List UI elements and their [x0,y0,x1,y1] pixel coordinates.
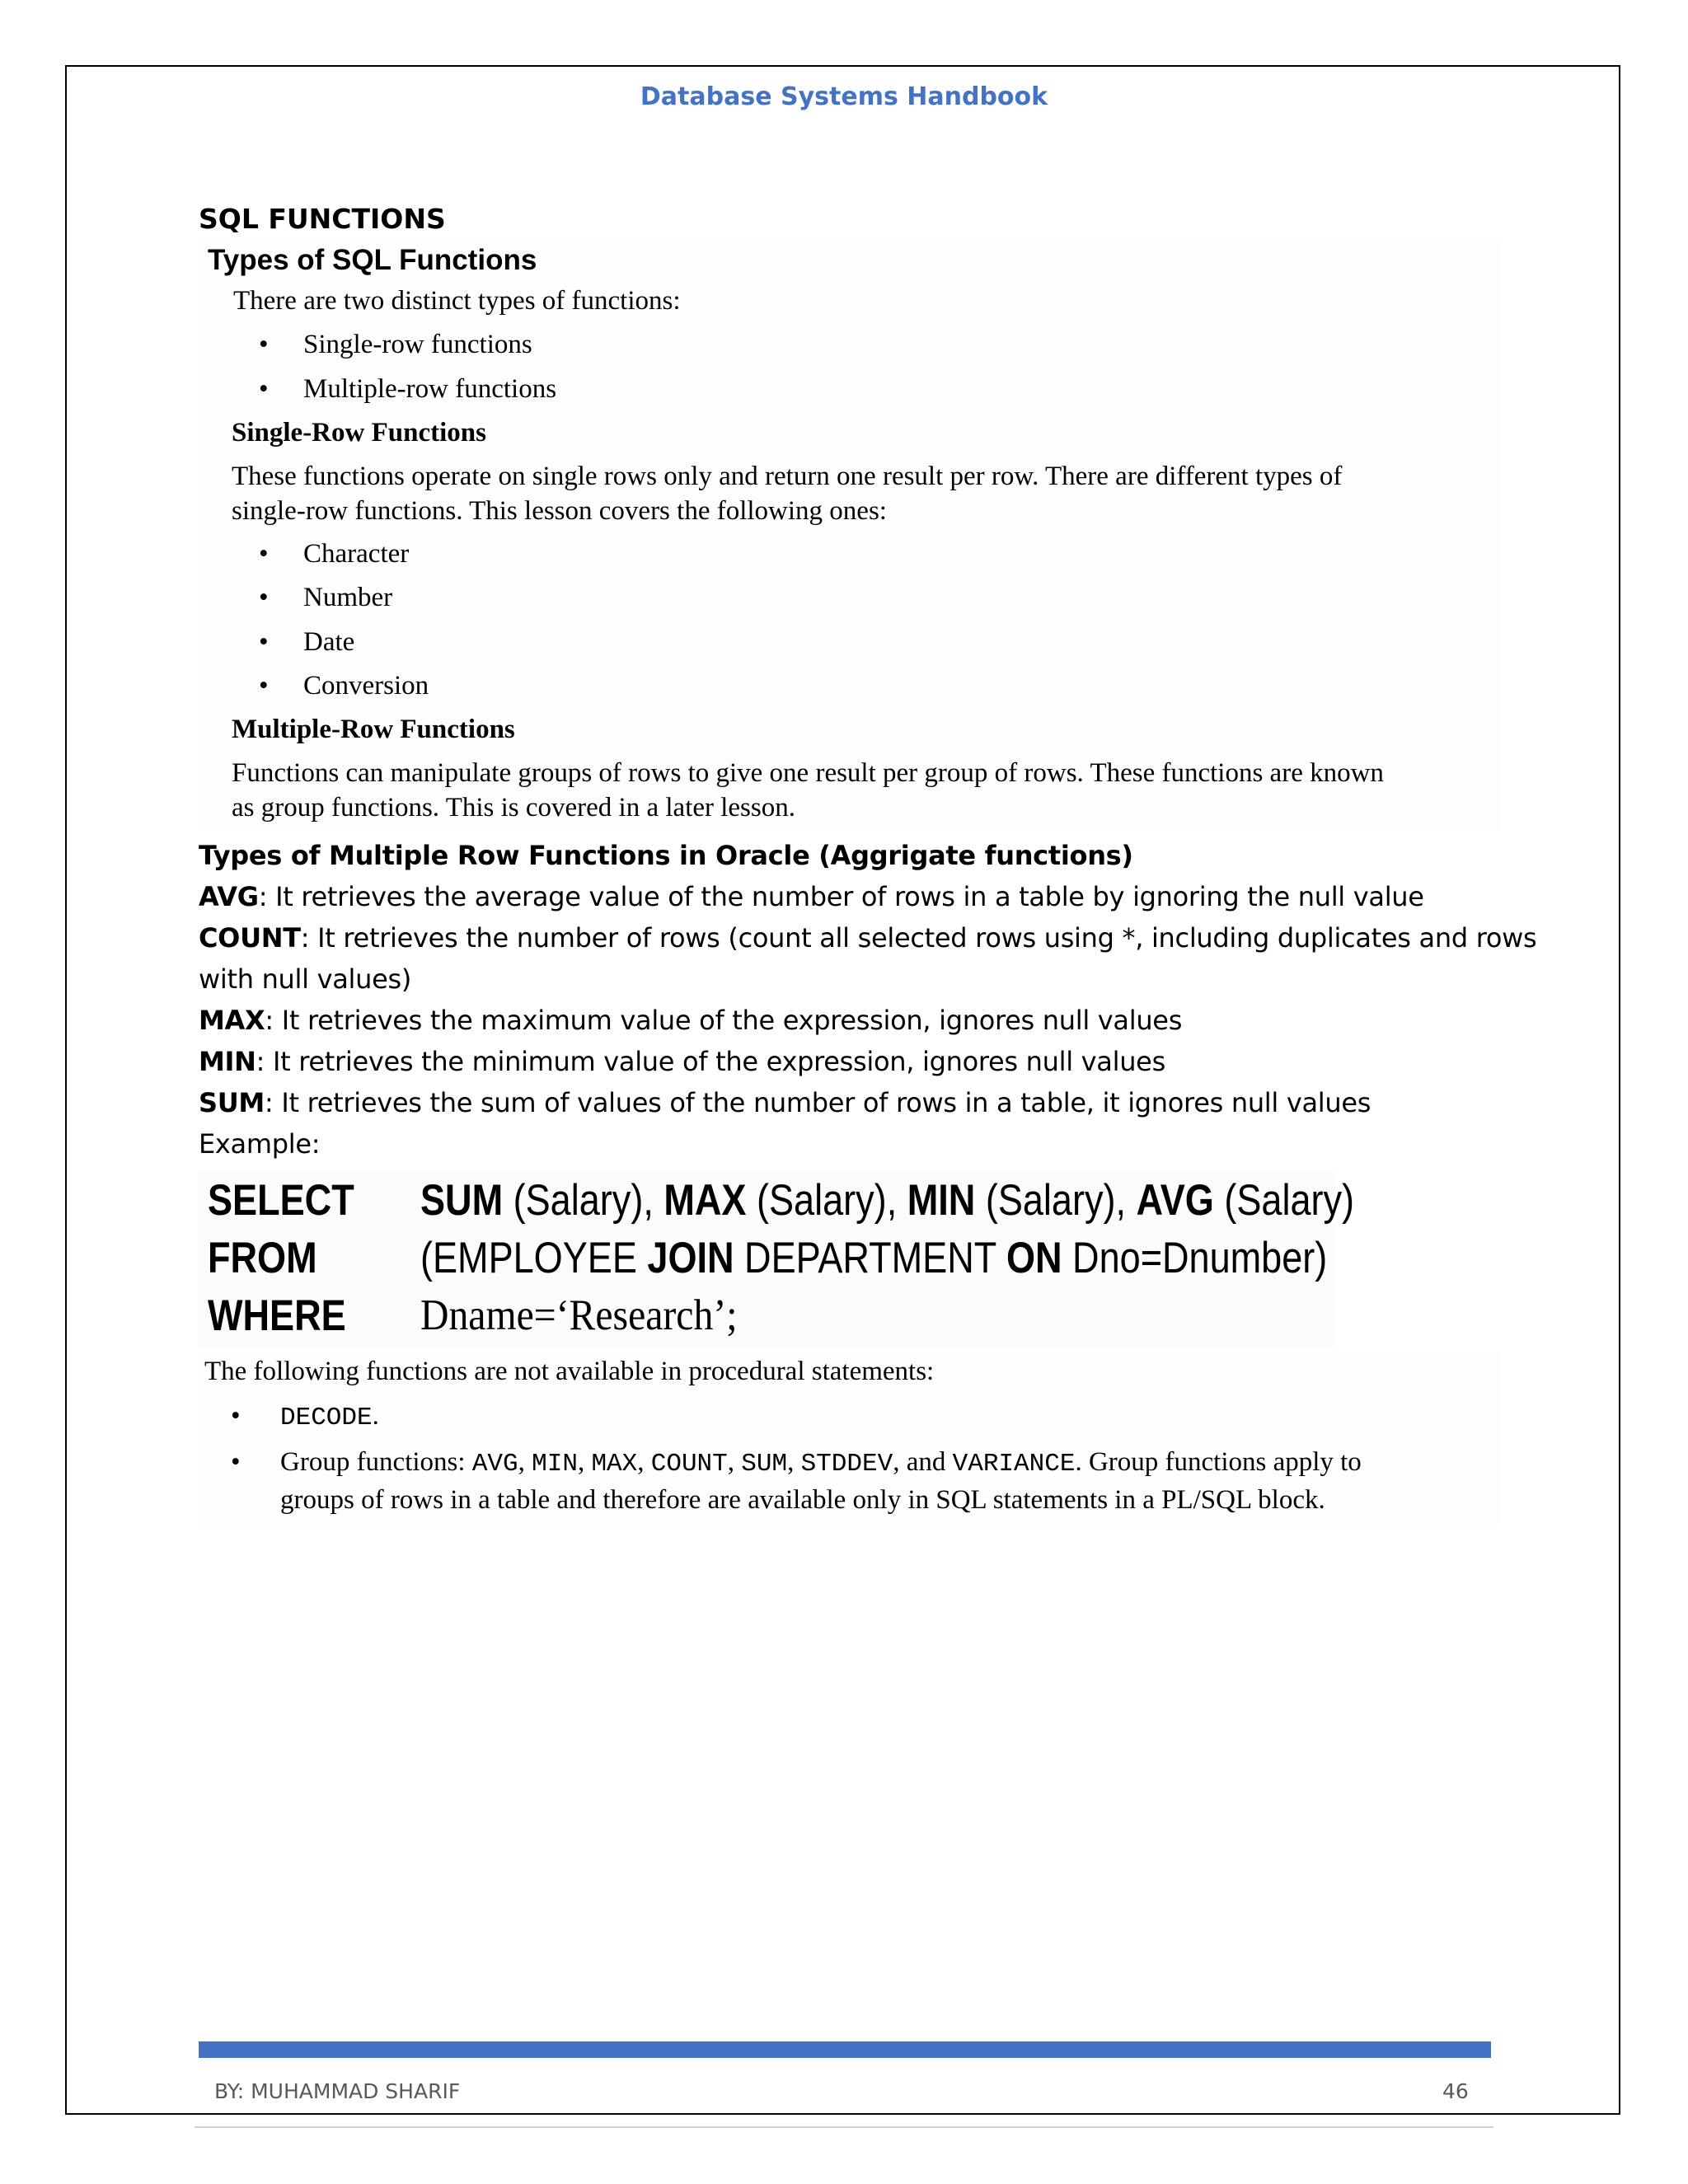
footer-author: BY: MUHAMMAD SHARIF [214,2079,461,2103]
bullet-icon: • [231,1401,241,1431]
procedural-intro: The following functions are not available in procedural statements: [204,1357,935,1386]
function-name: MIN [199,1046,256,1077]
join-keyword: JOIN [647,1234,734,1282]
bullet-icon: • [259,539,269,569]
conjunction: , and [893,1447,953,1477]
function-name: COUNT [650,1450,728,1479]
example-label: Example: [199,1128,321,1160]
aggregate-item-count [199,922,1536,954]
bullet-icon: • [259,330,269,359]
aggregate-item-min [199,1046,1165,1077]
scanned-excerpt-procedural-restrictions [198,1352,1500,1525]
list-item: Character [303,539,410,569]
from-keyword: FROM [208,1234,317,1282]
multi-row-text: Functions can manipulate groups of rows to give one result per group of rows. These functions are known [232,758,1384,788]
header-title: Database Systems Handbook [640,82,1048,111]
function-name: AVG [471,1450,518,1479]
bullet-icon: • [259,374,269,404]
single-row-text: These functions operate on single rows only and return one result per row. There are different types of [232,462,1343,491]
aggregate-item-count-continued [199,963,411,995]
scanned-excerpt-sql-function-types [198,241,1500,829]
group-prefix: Group functions: [280,1447,472,1477]
bullet-icon: • [231,1447,241,1477]
function-name: MAX [591,1450,638,1479]
bullet-icon: • [259,583,269,612]
function-name: AVG [1136,1176,1214,1225]
decode-function: DECODE [280,1404,373,1432]
function-argument: (Salary), [975,1176,1137,1225]
function-argument: (Salary), [746,1176,907,1225]
list-item: Number [303,583,393,612]
group-suffix: . Group functions apply to [1075,1447,1362,1477]
page-number: 46 [1442,2079,1469,2103]
function-name: SUM [199,1087,265,1118]
from-table: (EMPLOYEE [420,1234,648,1282]
list-item: Conversion [303,671,429,701]
function-description: : It retrieves the minimum value of the expression, ignores null values [256,1046,1165,1077]
list-item: Single-row functions [303,330,532,359]
function-name: MAX [199,1005,265,1036]
function-name: MIN [532,1450,578,1479]
types-intro: There are two distinct types of functions: [233,286,681,316]
function-name: COUNT [199,922,301,954]
single-row-heading: Single-Row Functions [232,418,486,448]
function-name: SUM [741,1450,788,1479]
list-item-group-functions: Group functions: AVG, MIN, MAX, COUNT, SUM, STDDEV, and VARIANCE. Group functions apply to [280,1447,1362,1479]
select-expression [420,1175,1354,1226]
function-name: AVG [199,881,259,912]
group-functions-text: groups of rows in a table and therefore are available only in SQL statements in a PL/SQL block. [280,1485,1325,1515]
list-item-decode [280,1401,379,1432]
where-keyword: WHERE [208,1291,346,1340]
function-name: MAX [663,1176,747,1225]
function-name: STDDEV [800,1450,893,1479]
function-description: : It retrieves the number of rows (count all selected rows using *, including duplicates and rows [300,922,1537,954]
on-keyword: ON [1006,1234,1062,1282]
bullet-icon: • [259,627,269,657]
function-description: : It retrieves the maximum value of the expression, ignores null values [265,1005,1183,1036]
aggregate-item-avg [199,881,1424,912]
bullet-icon: • [259,671,269,701]
punctuation: . [372,1401,379,1431]
function-name: MIN [907,1176,976,1225]
multi-row-text: as group functions. This is covered in a later lesson. [232,793,795,823]
aggregate-item-sum [199,1087,1371,1118]
list-item: Date [303,627,355,657]
aggregate-heading: Types of Multiple Row Functions in Oracle (Aggrigate functions) [199,840,1133,871]
from-expression [420,1233,1327,1283]
single-row-text: single-row functions. This lesson covers the following ones: [232,496,887,526]
footer-accent-bar [199,2041,1491,2058]
multi-row-heading: Multiple-Row Functions [232,715,515,744]
list-item: Multiple-row functions [303,374,557,404]
function-name: VARIANCE [952,1450,1076,1479]
sql-example-code [198,1170,1355,1347]
bottom-divider [195,2126,1493,2128]
function-argument: (Salary) [1213,1176,1355,1225]
function-description: : It retrieves the sum of values of the number of rows in a table, it ignores null values [264,1087,1372,1118]
select-keyword: SELECT [208,1176,354,1225]
function-description: with null values) [199,963,412,995]
function-argument: (Salary), [503,1176,664,1225]
aggregate-item-max [199,1005,1182,1036]
function-description: : It retrieves the average value of the number of rows in a table by ignoring the null value [258,881,1424,912]
types-heading: Types of SQL Functions [208,244,537,276]
section-title: SQL FUNCTIONS [199,203,446,235]
join-table: DEPARTMENT [734,1234,1006,1282]
where-expression: Dname=‘Research’; [420,1291,738,1339]
join-condition: Dno=Dnumber) [1062,1234,1328,1282]
function-name: SUM [420,1176,504,1225]
